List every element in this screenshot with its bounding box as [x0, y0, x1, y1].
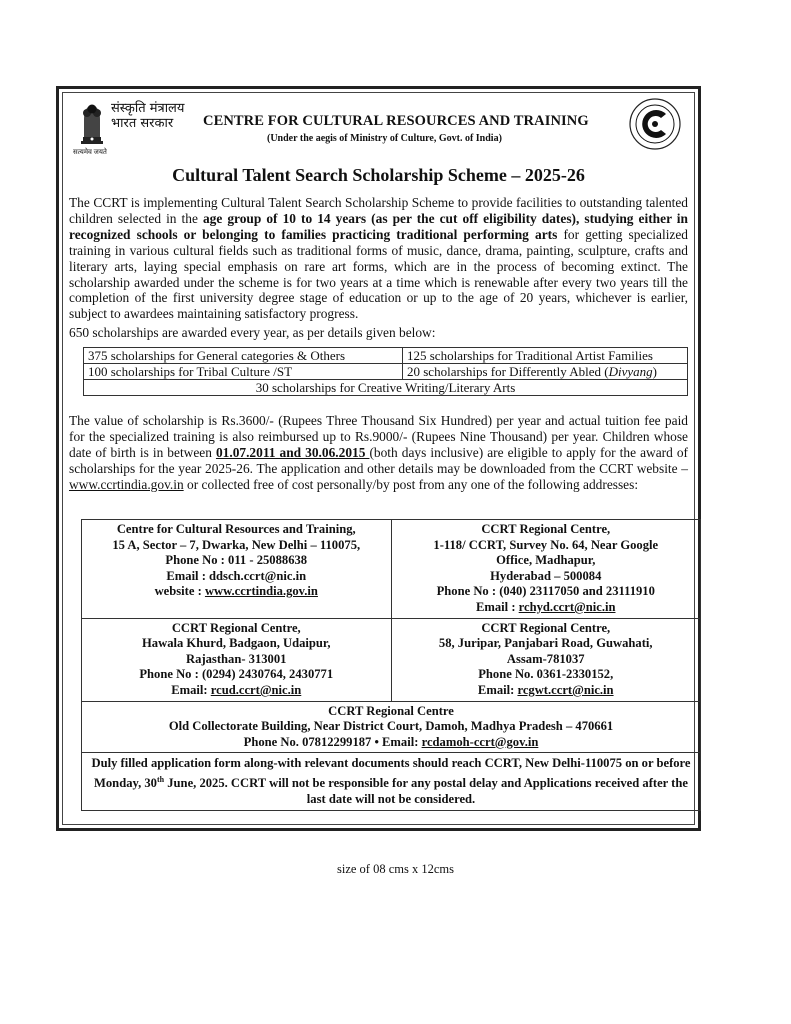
hindi-ministry-name — [111, 101, 184, 131]
website-link[interactable]: www.ccrtindia.gov.in — [69, 476, 184, 492]
emblem-caption: सत्यमेव जयते — [73, 148, 107, 156]
scheme-title: Cultural Talent Search Scholarship Scheme – 2025-26 — [172, 165, 585, 185]
deadline-text-2: June, 2025. CCRT will not be responsible for any postal delay and Applications received after the last date will not be considered. — [164, 776, 688, 806]
inner-border — [62, 92, 695, 825]
label: website : — [154, 584, 205, 599]
ordinal-suffix: th — [156, 774, 165, 784]
value-paragraph — [69, 413, 688, 493]
table-row — [82, 753, 701, 811]
ccrt-logo-icon — [628, 97, 682, 151]
scholarship-count-line: 650 scholarships are awarded every year, as per details given below: — [69, 325, 436, 340]
value-text-1: The value of scholarship is Rs.3600/- (Rupees Three Thousand Six Hundred) per year and actual tuition fee paid for the specialized training is also reimbursed up to Rs.9000/- (Rupees Nine Thousand) per year. Children whose date of birth is in between — [69, 413, 688, 460]
cell-text: 20 scholarships for Differently Abled ( — [407, 364, 609, 379]
advertisement-frame — [56, 86, 701, 831]
address-line: 15 A, Sector – 7, Dwarka, New Delhi – 110075, — [112, 537, 361, 552]
cell-text: ) — [652, 364, 657, 379]
header — [67, 95, 690, 155]
divyang-italic: Divyang — [608, 364, 653, 379]
address-line: CCRT Regional Centre — [328, 703, 454, 718]
email-link[interactable]: rchyd.ccrt@nic.in — [518, 599, 616, 614]
intro-text-1: The CCRT is implementing Cultural Talent Search Scholarship Scheme to provide facilities to outstanding talented children selected in the — [69, 195, 688, 226]
website-link[interactable]: www.ccrtindia.gov.in — [204, 584, 318, 599]
address-udaipur — [82, 618, 392, 701]
value-text-2: (both days inclusive) are eligible to apply for the award of scholarships for the year 2025-26. The application and other details may be downloaded from the CCRT website – — [69, 444, 688, 476]
address-line: Old Collectorate Building, Near District Court, Damoh, Madhya Pradesh – 470661 — [168, 719, 614, 734]
address-line: Hyderabad – 500084 — [490, 568, 602, 583]
deadline-text-1: Duly filled application form along-with relevant documents should reach CCRT, New Delhi-110075 on or before Monday, 30 — [91, 756, 691, 791]
scholarship-table — [83, 347, 688, 396]
address-line — [84, 584, 389, 600]
address-line: Rajasthan- 313001 — [186, 651, 287, 666]
address-line — [394, 683, 699, 699]
address-line — [84, 683, 389, 699]
table-row — [84, 364, 688, 380]
table-cell: 125 scholarships for Traditional Artist Families — [403, 348, 688, 364]
address-line: Centre for Cultural Resources and Training, — [116, 522, 356, 536]
table-row — [82, 701, 701, 753]
address-line: Email : ddsch.ccrt@nic.in — [166, 568, 307, 583]
intro-text-2: for getting specialized training in various cultural fields such as traditional forms of music, dance, drama, painting, sculpture, crafts and literary arts, laying special emphasis on rare art forms, which are in the process of becoming extinct. The scholarship awarded under the scheme is for two years at a time which is renewable after every two years till the completion of the first university degree stage of education or up to the age of 20 years, whichever is earlier, subject to awardees maintaining satisfactory progress. — [69, 226, 688, 322]
deadline-notice — [82, 753, 701, 811]
eligibility-dates: 01.07.2011 and 30.06.2015 — [215, 444, 370, 460]
org-title: CENTRE FOR CULTURAL RESOURCES AND TRAINING — [203, 113, 589, 129]
hindi-ministry: संस्कृति मंत्रालय — [111, 101, 185, 116]
table-cell — [403, 364, 688, 380]
national-emblem-icon — [75, 97, 109, 147]
address-line — [394, 600, 699, 616]
address-hyderabad — [391, 520, 701, 619]
label: Email: — [171, 682, 211, 697]
table-cell: 100 scholarships for Tribal Culture /ST — [84, 364, 403, 380]
email-link[interactable]: rcdamoh-ccrt@gov.in — [421, 734, 539, 749]
address-line: CCRT Regional Centre, — [481, 620, 611, 635]
value-text-3: or collected free of cost personally/by post from any one of the following addresses: — [183, 476, 639, 492]
size-note: size of 08 cms x 12cms — [337, 862, 454, 876]
org-subtitle: (Under the aegis of Ministry of Culture, Govt. of India) — [267, 133, 502, 144]
address-line: Office, Madhapur, — [496, 553, 596, 568]
table-row — [82, 520, 701, 619]
label: Email: — [477, 682, 518, 697]
intro-eligibility-bold: age group of 10 to 14 years (as per the cut off eligibility dates), studying either in recognized schools or belonging to families practicing traditional performing arts — [69, 210, 688, 242]
address-line: Assam-781037 — [506, 651, 585, 666]
address-damoh — [82, 701, 701, 753]
address-line — [84, 735, 698, 751]
table-row — [84, 348, 688, 364]
address-line: Phone No : (0294) 2430764, 2430771 — [139, 667, 334, 682]
label: Email : — [475, 599, 519, 614]
table-row — [84, 380, 688, 396]
table-cell: 30 scholarships for Creative Writing/Literary Arts — [84, 380, 688, 396]
table-cell: 375 scholarships for General categories & Others — [84, 348, 403, 364]
email-link[interactable]: rcgwt.ccrt@nic.in — [517, 682, 614, 697]
address-line: CCRT Regional Centre, — [171, 620, 301, 635]
address-line: Phone No : (040) 23117050 and 23111910 — [436, 584, 655, 599]
address-line: Phone No : 011 - 25088638 — [165, 553, 308, 568]
address-line: 58, Juripar, Panjabari Road, Guwahati, — [438, 636, 653, 651]
label: Phone No. 07812299187 • Email: — [243, 734, 422, 749]
intro-paragraph — [69, 195, 688, 322]
address-line: Hawala Khurd, Badgaon, Udaipur, — [142, 636, 331, 651]
address-delhi — [82, 520, 392, 619]
address-guwahati — [391, 618, 701, 701]
address-line: CCRT Regional Centre, — [481, 522, 611, 536]
email-link[interactable]: rcud.ccrt@nic.in — [210, 682, 302, 697]
address-table — [81, 519, 701, 811]
hindi-govt: भारत सरकार — [111, 116, 174, 131]
address-line: Phone No. 0361-2330152, — [478, 667, 614, 682]
address-line: 1-118/ CCRT, Survey No. 64, Near Google — [433, 537, 659, 552]
table-row — [82, 618, 701, 701]
